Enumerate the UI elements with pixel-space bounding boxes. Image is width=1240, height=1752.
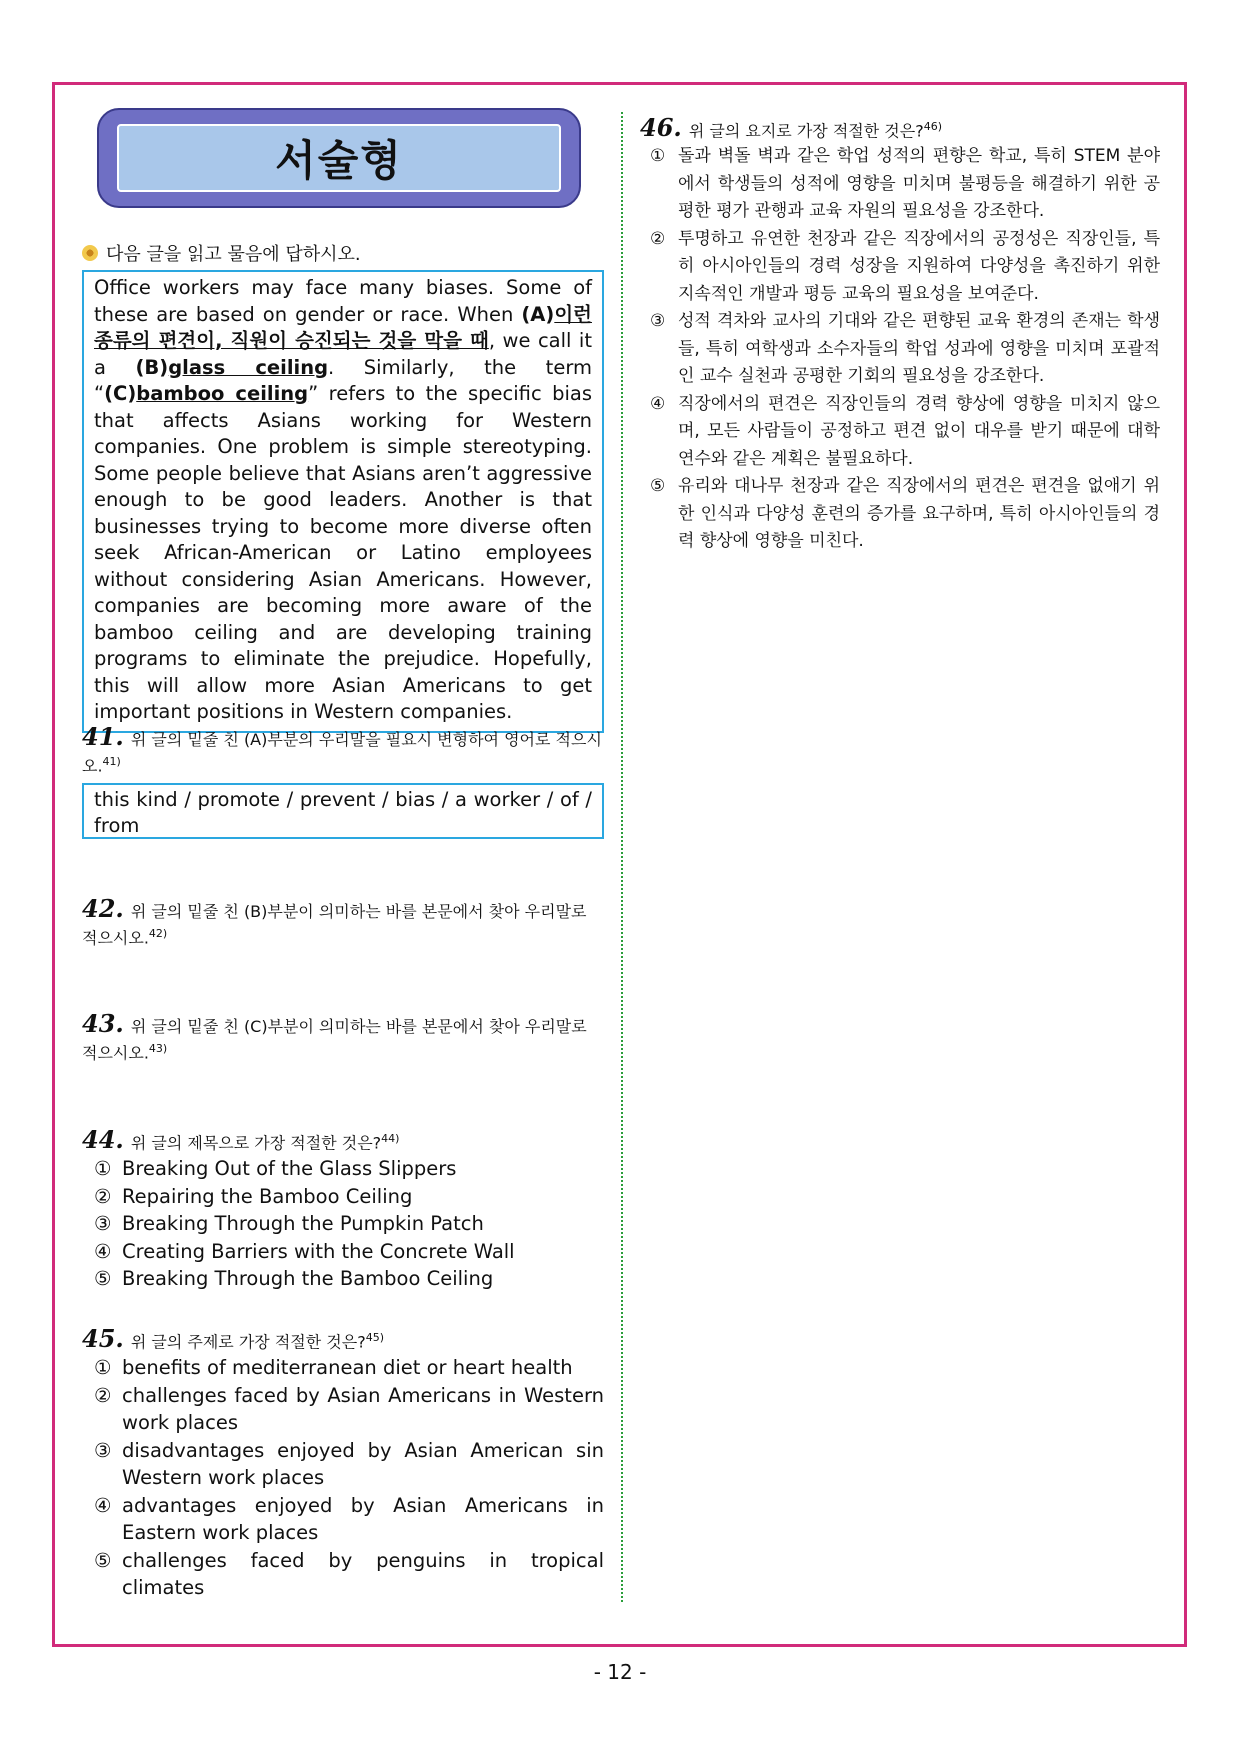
passage-b-label: (B) — [135, 355, 169, 379]
option-mark: ③ — [94, 1212, 112, 1235]
option-text: 돌과 벽돌 벽과 같은 학업 성적의 편향은 학교, 특히 STEM 분야에서 학생들의 성적에 영향을 미치며 불평등을 해결하기 위한 공평한 평가 관행과 교육 자원의 필요성을 강조한다. — [678, 146, 1160, 221]
passage-a-text: 이런 종류의 편견이, 직원이 승진되는 것을 막을 때 — [94, 302, 592, 352]
footnote-ref: 44) — [381, 1132, 400, 1145]
passage-text-4: ” refers to the specific bias that affects Asians working for Western companies. One problem is simple stereotyping. Some people believe that Asians aren’t aggressive enough to be good leaders. Another is that businesses trying to become more diverse often seek African-American or Latino employees without considering Asian Americans. However, companies are becoming more aware of the bamboo ceiling and are developing training programs to eliminate the prejudice. Hopefully, this will allow more Asian Americans to get important positions in Western companies. — [94, 382, 592, 723]
footnote-ref: 45) — [365, 1331, 385, 1344]
option[interactable] — [94, 1382, 604, 1437]
option-text: benefits of mediterranean diet or heart health — [122, 1356, 573, 1379]
passage-box — [82, 270, 604, 733]
option-text: disadvantages enjoyed by Asian American sin Western work places — [122, 1438, 604, 1489]
option[interactable] — [94, 1265, 604, 1293]
option[interactable] — [650, 308, 1160, 391]
option[interactable] — [94, 1547, 604, 1602]
passage-b-text: glass ceiling — [168, 355, 329, 379]
option[interactable] — [94, 1437, 604, 1492]
option-text: Creating Barriers with the Concrete Wall — [122, 1239, 515, 1263]
options-44 — [94, 1155, 604, 1293]
option-mark: ④ — [94, 1239, 112, 1263]
passage-text-3: . Similarly, the term “ — [94, 355, 592, 405]
question-42 — [82, 894, 604, 949]
question-number: 41. — [82, 722, 124, 751]
instruction — [82, 240, 361, 266]
question-44 — [82, 1125, 604, 1155]
option-text: 유리와 대나무 천장과 같은 직장에서의 편견은 편견을 없애기 위한 인식과 다양성 훈련의 증가를 요구하며, 특히 아시아인들의 경력 향상에 영향을 미친다. — [678, 476, 1160, 551]
question-number: 45. — [82, 1324, 124, 1354]
option[interactable] — [94, 1155, 604, 1183]
option-text: Breaking Through the Bamboo Ceiling — [122, 1267, 494, 1290]
option-text: 직장에서의 편견은 직장인들의 경력 향상에 영향을 미치지 않으며, 모든 사람들이 공정하고 편견 없이 대우를 받기 때문에 대학 연수와 같은 계획은 불필요하다. — [678, 393, 1160, 469]
option[interactable] — [94, 1492, 604, 1547]
question-text: 위 글의 밑줄 친 (A)부분의 우리말을 필요시 변형하여 영어로 적으시오. — [82, 730, 602, 776]
option[interactable] — [650, 143, 1160, 226]
option-text: 투명하고 유연한 천장과 같은 직장에서의 공정성은 직장인들, 특히 아시아인들의 경력 성장을 지원하여 다양성을 촉진하기 위한 지속적인 개발과 평등 교육의 필요성을 보여준다. — [678, 228, 1160, 304]
title-banner — [97, 108, 581, 208]
option-mark: ⑤ — [650, 476, 666, 496]
title-banner-inner — [117, 124, 561, 192]
column-divider — [621, 112, 623, 1602]
footnote-ref: 41) — [102, 755, 121, 768]
question-45 — [82, 1324, 604, 1354]
question-number: 46. — [640, 113, 682, 143]
question-text: 위 글의 요지로 가장 적절한 것은? — [688, 121, 924, 141]
option-mark: ④ — [650, 393, 666, 414]
option[interactable] — [650, 391, 1160, 474]
question-number: 43. — [82, 1009, 124, 1038]
question-41 — [82, 722, 604, 777]
page-number: - 12 - — [593, 1660, 647, 1684]
footnote-ref: 46) — [923, 120, 943, 133]
option-text: challenges faced by Asian Americans in Western work places — [122, 1383, 604, 1434]
flower-icon — [82, 245, 98, 261]
option-text: Breaking Out of the Glass Slippers — [122, 1157, 457, 1180]
option-mark: ⑤ — [94, 1267, 112, 1290]
word-hints: this kind / promote / prevent / bias / a worker / of / from — [94, 788, 592, 837]
passage-text-1: Office workers may face many biases. Some of these are based on gender or race. When — [94, 276, 592, 326]
option[interactable] — [94, 1354, 604, 1382]
word-hint-box — [82, 783, 604, 839]
question-text: 위 글의 밑줄 친 (C)부분이 의미하는 바를 본문에서 찾아 우리말로 적으시오. — [82, 1017, 587, 1063]
option-mark: ② — [94, 1383, 112, 1407]
option-text: challenges faced by penguins in tropical climates — [122, 1548, 604, 1599]
option[interactable] — [94, 1183, 604, 1211]
option-mark: ② — [650, 228, 666, 249]
option-mark: ① — [94, 1356, 112, 1379]
option[interactable] — [650, 226, 1160, 309]
option-text: Repairing the Bamboo Ceiling — [122, 1184, 413, 1208]
page-title: 서술형 — [275, 136, 403, 185]
question-text: 위 글의 주제로 가장 적절한 것은? — [130, 1332, 366, 1352]
option[interactable] — [94, 1238, 604, 1266]
footnote-ref: 43) — [148, 1042, 168, 1055]
option-text: advantages enjoyed by Asian Americans in Eastern work places — [122, 1493, 604, 1544]
option[interactable] — [650, 473, 1160, 556]
option-mark: ① — [650, 146, 666, 166]
option-mark: ② — [94, 1184, 112, 1208]
options-46 — [650, 143, 1160, 556]
question-43 — [82, 1009, 604, 1064]
passage-c-label: (C) — [104, 382, 137, 405]
instruction-text: 다음 글을 읽고 물음에 답하시오. — [106, 244, 361, 265]
option-text: Breaking Through the Pumpkin Patch — [122, 1212, 484, 1235]
option-mark: ⑤ — [94, 1548, 112, 1572]
question-text: 위 글의 밑줄 친 (B)부분이 의미하는 바를 본문에서 찾아 우리말로 적으시오. — [82, 902, 587, 948]
options-45 — [94, 1354, 604, 1602]
option-text: 성적 격차와 교사의 기대와 같은 편향된 교육 환경의 존재는 학생들, 특히 여학생과 소수자들의 학업 성과에 영향을 미치며 포괄적인 교수 실천과 공평한 기회의 필요성을 강조한다. — [678, 311, 1160, 386]
option[interactable] — [94, 1210, 604, 1238]
passage-a-label: (A) — [521, 302, 555, 326]
option-mark: ③ — [94, 1438, 112, 1462]
option-mark: ④ — [94, 1493, 112, 1517]
passage-c-text: bamboo ceiling — [136, 382, 309, 405]
question-number: 44. — [82, 1125, 124, 1155]
question-46 — [640, 113, 1160, 143]
footnote-ref: 42) — [148, 927, 168, 940]
passage-text-2: , we call it a — [94, 329, 592, 379]
question-text: 위 글의 제목으로 가장 적절한 것은? — [130, 1133, 382, 1153]
question-number: 42. — [82, 894, 124, 923]
option-mark: ① — [94, 1157, 112, 1180]
option-mark: ③ — [650, 311, 666, 331]
